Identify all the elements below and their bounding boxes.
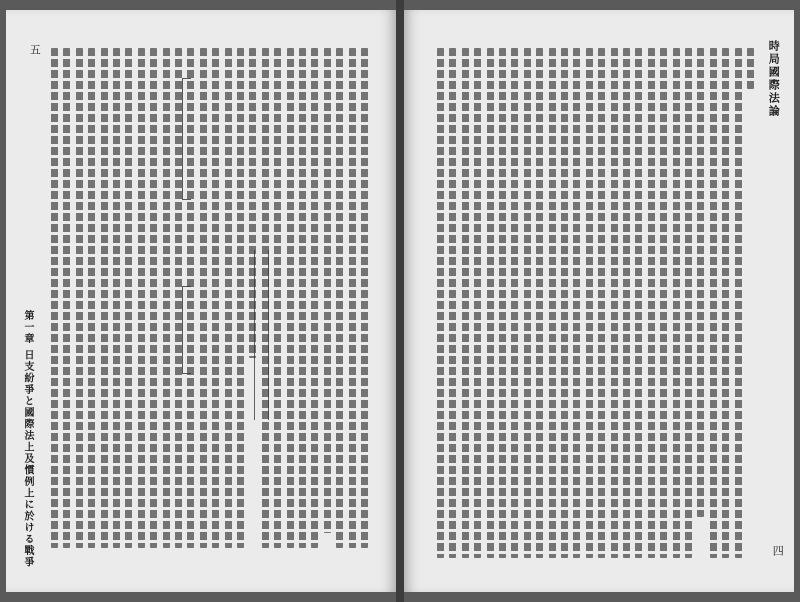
text-line	[462, 48, 469, 558]
text-line	[586, 48, 593, 558]
text-line	[449, 48, 456, 558]
text-line	[437, 48, 444, 558]
text-line	[101, 48, 108, 548]
text-line	[361, 48, 368, 548]
text-line	[125, 48, 132, 548]
text-line	[88, 48, 95, 548]
text-line	[225, 48, 232, 548]
text-line	[311, 48, 318, 548]
left-body-text	[44, 48, 369, 548]
text-line	[113, 48, 120, 548]
running-header-title: 時局國際法論	[767, 40, 781, 118]
text-line	[163, 48, 170, 548]
text-line	[697, 48, 704, 517]
book-gutter	[396, 0, 404, 602]
text-line	[561, 48, 568, 558]
text-line	[51, 48, 58, 548]
text-line	[200, 48, 207, 548]
left-page	[6, 10, 396, 592]
text-line	[175, 48, 182, 548]
text-line	[673, 48, 680, 558]
right-page	[404, 10, 794, 592]
margin-mark-line	[254, 250, 255, 420]
text-line	[685, 48, 692, 558]
text-line	[212, 48, 219, 548]
text-line	[598, 48, 605, 558]
text-line	[524, 48, 531, 558]
margin-bracket	[182, 78, 191, 200]
text-line	[611, 48, 618, 558]
text-line	[324, 48, 331, 533]
right-body-text	[430, 48, 755, 558]
text-line	[710, 48, 717, 558]
text-line	[349, 48, 356, 548]
text-line	[747, 48, 754, 89]
text-line	[63, 48, 70, 548]
text-line	[299, 48, 306, 548]
chapter-footer-title: 第一章 日支紛爭と國際法上及慣例上に於ける戰爭	[22, 310, 33, 568]
text-line	[474, 48, 481, 558]
text-line	[76, 48, 83, 548]
text-line	[549, 48, 556, 558]
page-number-left: 五	[28, 44, 42, 55]
text-line	[487, 48, 494, 558]
text-line	[511, 48, 518, 558]
text-line	[573, 48, 580, 558]
margin-mark-line	[268, 250, 269, 420]
text-line	[660, 48, 667, 558]
text-line	[138, 48, 145, 548]
text-line	[635, 48, 642, 558]
margin-bracket	[182, 286, 191, 374]
text-line	[648, 48, 655, 558]
text-line	[274, 48, 281, 548]
text-line	[287, 48, 294, 548]
text-line	[623, 48, 630, 558]
text-line	[499, 48, 506, 558]
text-line	[249, 48, 256, 358]
text-line	[237, 48, 244, 548]
text-line	[722, 48, 729, 558]
text-line	[536, 48, 543, 558]
text-line	[336, 48, 343, 548]
page-number-right: 四	[771, 545, 785, 556]
text-line	[735, 48, 742, 558]
text-line	[150, 48, 157, 548]
